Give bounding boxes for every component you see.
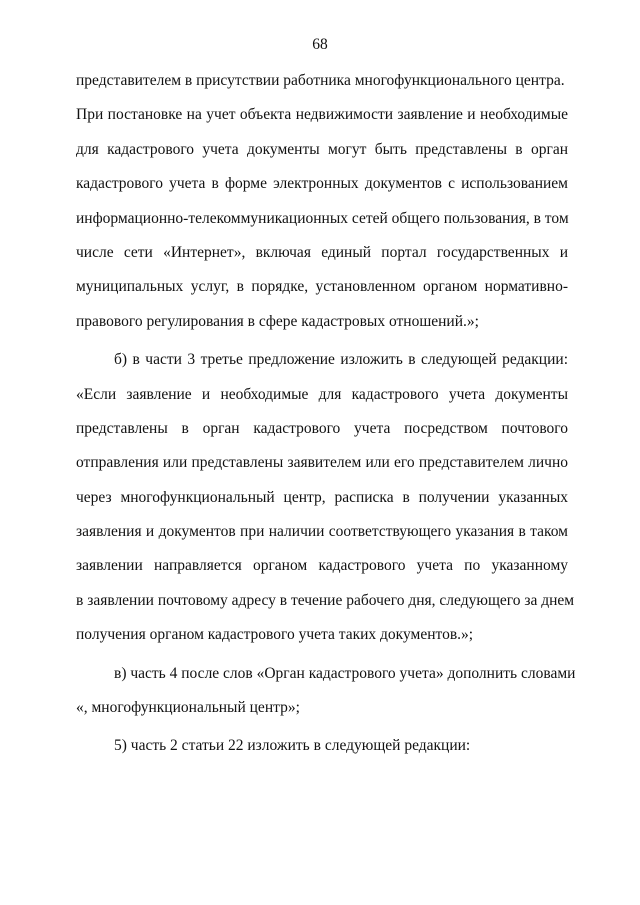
text-line: «, многофункциональный центр»; <box>76 699 300 717</box>
text-line: «Если заявление и необходимые для кадастрового учета документы <box>76 385 568 403</box>
text-line: для кадастрового учета документы могут быть представлены в орган <box>76 140 568 158</box>
text-line: 5) часть 2 статьи 22 изложить в следующей редакции: <box>114 737 471 755</box>
text-line: представлены в орган кадастрового учета посредством почтового <box>76 419 568 437</box>
text-line: отправления или представлены заявителем или его представителем лично <box>76 454 568 472</box>
text-line: информационно-телекоммуникационных сетей общего пользования, в том <box>76 209 569 227</box>
text-line: получения органом кадастрового учета таких документов.»; <box>76 626 474 644</box>
text-line: через многофункциональный центр, расписка в получении указанных <box>76 488 568 506</box>
page-number: 68 <box>312 36 328 53</box>
text-line: числе сети «Интернет», включая единый портал государственных и <box>76 243 568 261</box>
body-text <box>76 64 576 764</box>
text-line: заявления и документов при наличии соответствующего указания в таком <box>76 523 568 541</box>
text-line: муниципальных услуг, в порядке, установленном органом нормативно- <box>76 278 568 296</box>
text-line: кадастрового учета в форме электронных документов с использованием <box>76 175 568 193</box>
text-line: заявлении направляется органом кадастрового учета по указанному <box>76 557 568 575</box>
text-line: правового регулирования в сфере кадастровых отношений.»; <box>76 312 479 330</box>
text-line: в заявлении почтовому адресу в течение рабочего дня, следующего за днем <box>76 591 575 609</box>
text-line: в) часть 4 после слов «Орган кадастрового учета» дополнить словами <box>114 664 576 682</box>
text-line: При постановке на учет объекта недвижимости заявление и необходимые <box>76 106 568 124</box>
text-line: представителем в присутствии работника многофункционального центра. <box>76 72 565 89</box>
text-line: б) в части 3 третье предложение изложить в следующей редакции: <box>114 351 568 369</box>
